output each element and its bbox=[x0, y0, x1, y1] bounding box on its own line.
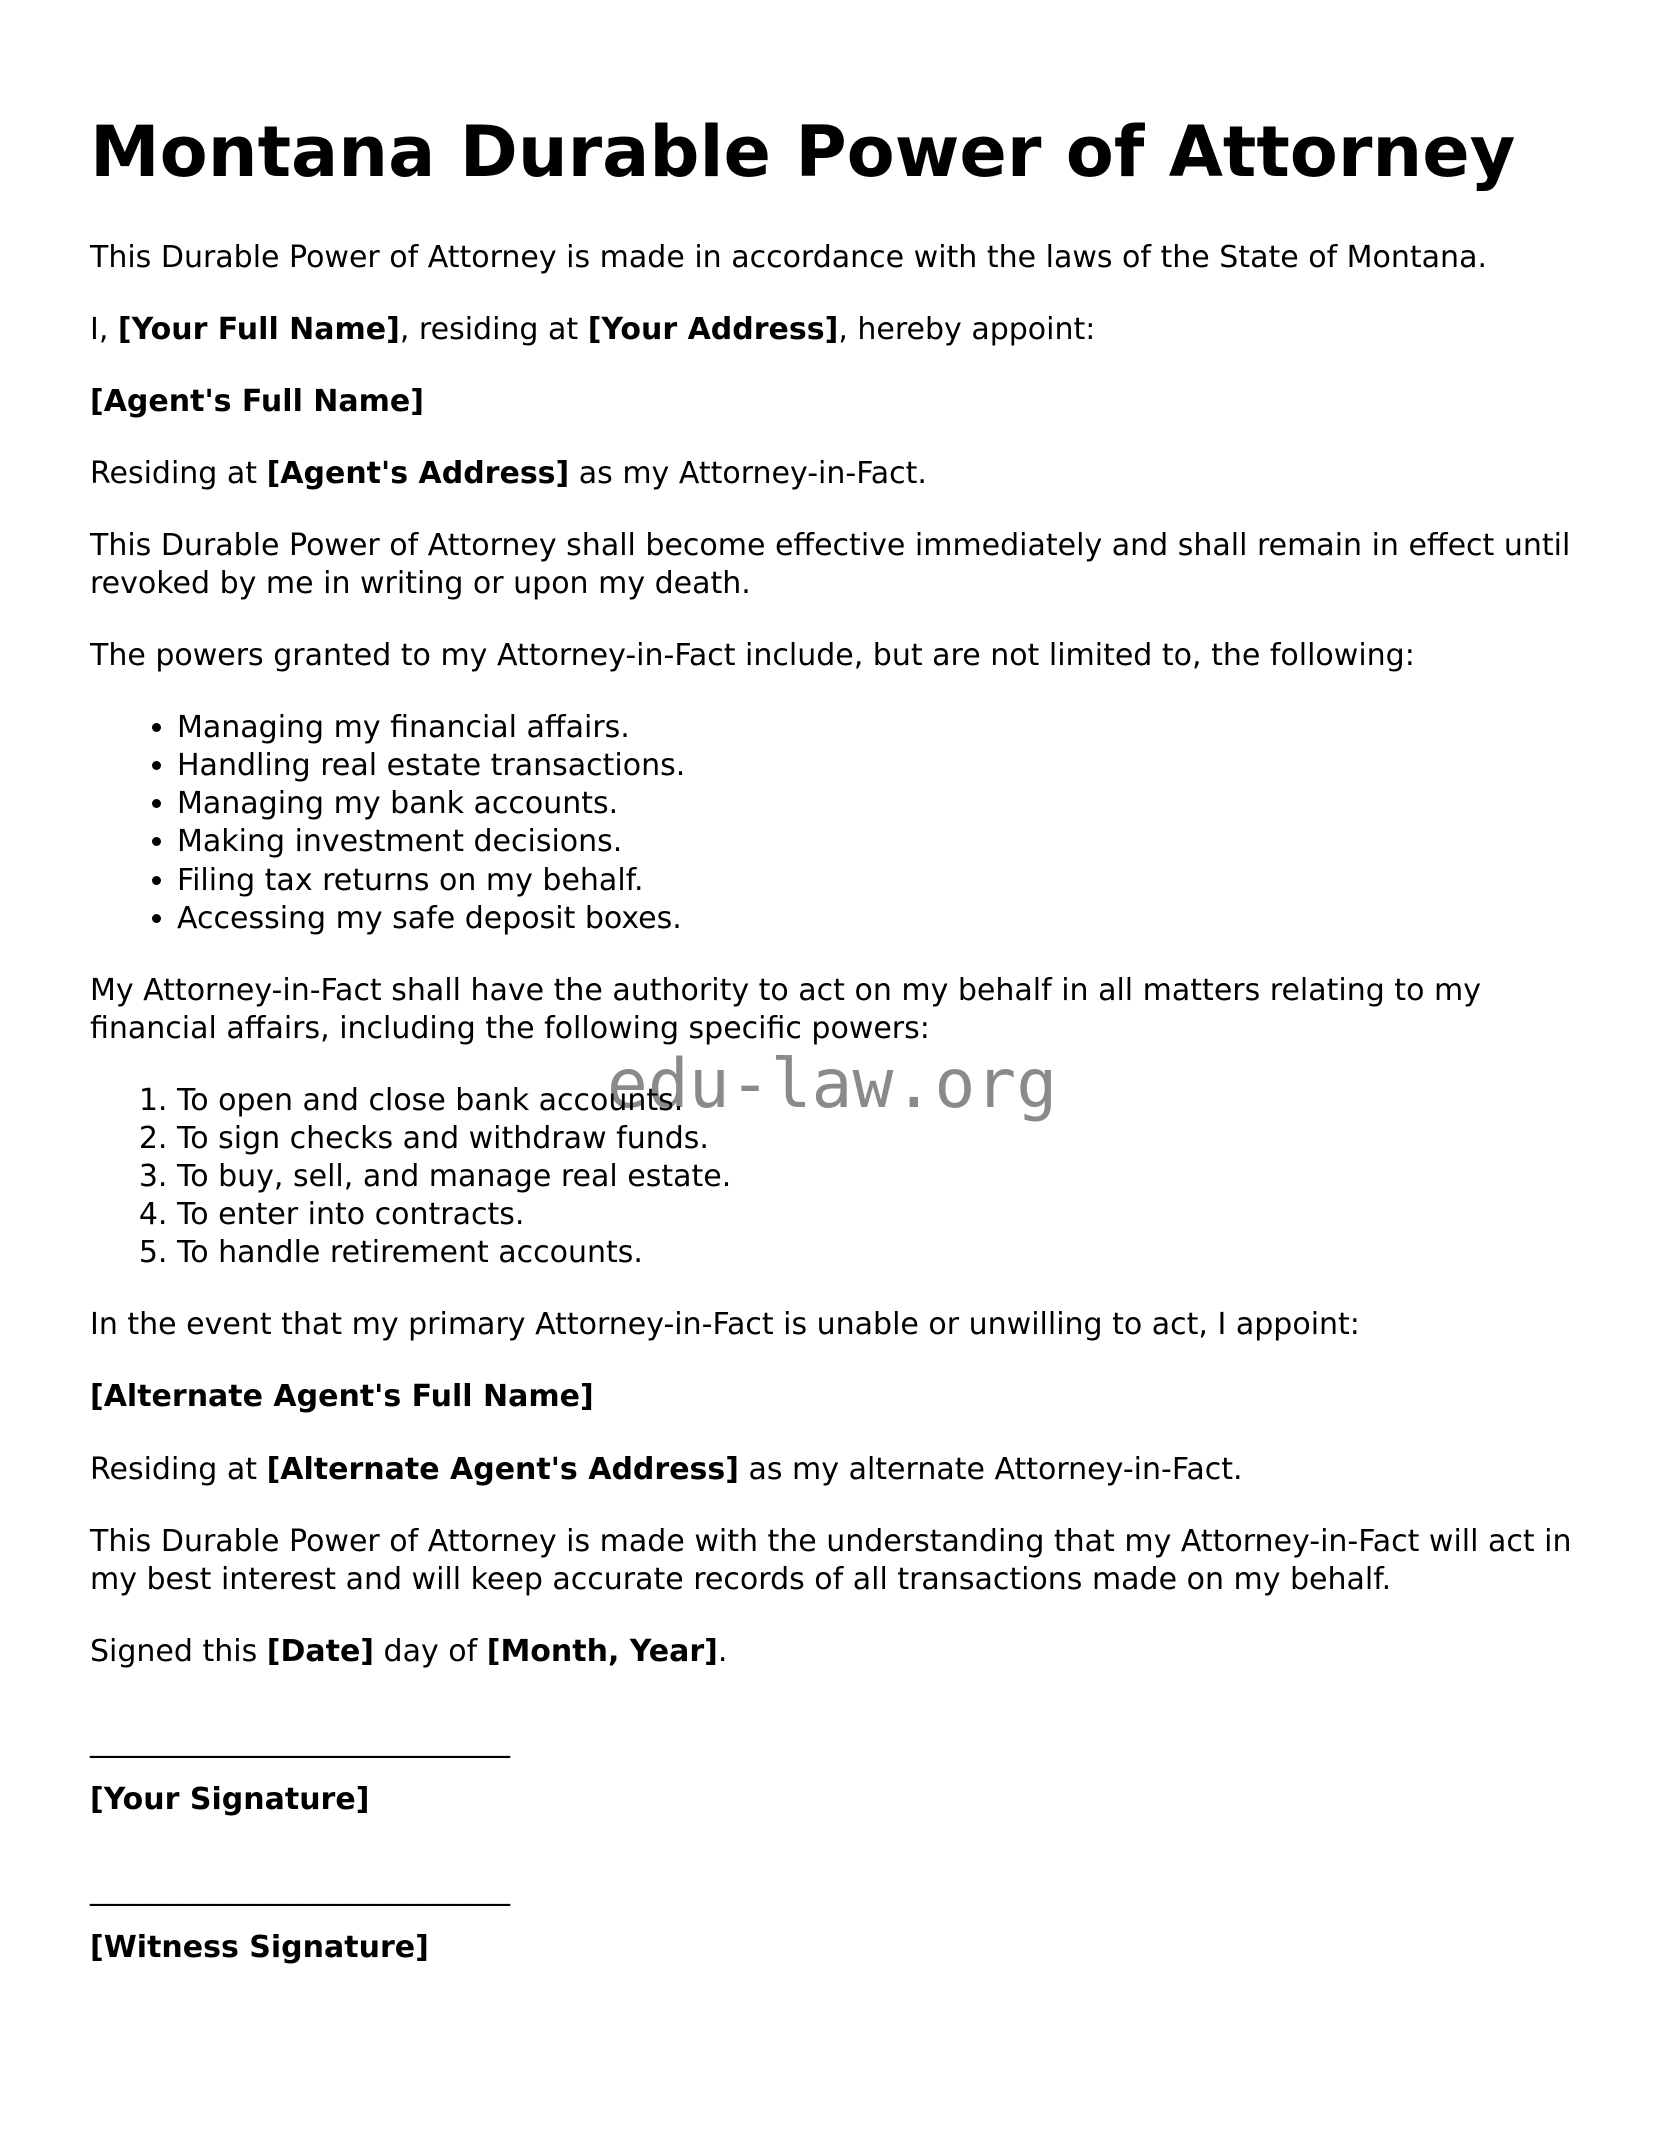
list-item: • Managing my financial affairs. bbox=[177, 709, 1574, 747]
list-item: 3. To buy, sell, and manage real estate. bbox=[177, 1158, 1574, 1196]
placeholder-field: [Your Full Name] bbox=[117, 311, 400, 347]
list-item: 4. To enter into contracts. bbox=[177, 1196, 1574, 1234]
placeholder-field: [Your Address] bbox=[587, 311, 839, 347]
paragraph-appointment: I, [Your Full Name], residing at [Your Address], hereby appoint: bbox=[90, 311, 1096, 347]
list-item: • Managing my bank accounts. bbox=[177, 785, 1574, 823]
watermark-text: edu-law.org bbox=[606, 1045, 1058, 1124]
paragraph-signed: Signed this [Date] day of [Month, Year]. bbox=[90, 1633, 728, 1669]
placeholder-field: [Month, Year] bbox=[486, 1633, 718, 1669]
list-item: • Filing tax returns on my behalf. bbox=[177, 862, 1574, 900]
general-powers-list bbox=[90, 709, 1574, 938]
witness-signature-line: ____________________________ bbox=[90, 1872, 510, 1908]
list-item: 2. To sign checks and withdraw funds. bbox=[177, 1120, 1574, 1158]
paragraph-alternate-intro: In the event that my primary Attorney-in-Fact is unable or unwilling to act, I appoint: bbox=[90, 1307, 1360, 1343]
placeholder-field: [Alternate Agent's Address] bbox=[266, 1451, 739, 1487]
paragraph-effectiveness: This Durable Power of Attorney shall become effective immediately and shall remain in effect until revoked by me in writing or upon my death. bbox=[90, 527, 1571, 601]
paragraph-agent-name bbox=[90, 383, 1574, 421]
list-item: • Accessing my safe deposit boxes. bbox=[177, 900, 1574, 938]
your-signature-label: [Your Signature] bbox=[90, 1782, 370, 1818]
list-item: 5. To handle retirement accounts. bbox=[177, 1234, 1574, 1272]
paragraph-alternate-residence: Residing at [Alternate Agent's Address] as my alternate Attorney-in-Fact. bbox=[90, 1451, 1243, 1487]
list-item: • Handling real estate transactions. bbox=[177, 747, 1574, 785]
paragraph-authority: My Attorney-in-Fact shall have the authority to act on my behalf in all matters relating to my financial affairs, including the following specific powers: bbox=[90, 972, 1481, 1046]
paragraph-agent-residence: Residing at [Agent's Address] as my Attorney-in-Fact. bbox=[90, 455, 927, 491]
page-title: Montana Durable Power of Attorney bbox=[90, 111, 1516, 193]
paragraph-powers-intro: The powers granted to my Attorney-in-Fact include, but are not limited to, the following: bbox=[90, 638, 1415, 674]
placeholder-field: [Alternate Agent's Full Name] bbox=[90, 1379, 594, 1415]
placeholder-field: [Date] bbox=[266, 1633, 375, 1669]
paragraph-understanding: This Durable Power of Attorney is made with the understanding that my Attorney-in-Fact will act in my best interest and will keep accurate records of all transactions made on my behalf. bbox=[90, 1523, 1572, 1597]
specific-powers-list bbox=[90, 1082, 1574, 1272]
list-item: • Making investment decisions. bbox=[177, 823, 1574, 861]
placeholder-field: [Agent's Address] bbox=[266, 455, 570, 491]
list-item: 1. To open and close bank accounts. bbox=[177, 1082, 1574, 1120]
paragraph-alternate-name bbox=[90, 1378, 1574, 1416]
witness-signature-label: [Witness Signature] bbox=[90, 1930, 429, 1966]
placeholder-field: [Agent's Full Name] bbox=[90, 383, 424, 419]
paragraph-intro: This Durable Power of Attorney is made in accordance with the laws of the State of Montana. bbox=[90, 239, 1487, 275]
your-signature-line: ____________________________ bbox=[90, 1723, 510, 1759]
